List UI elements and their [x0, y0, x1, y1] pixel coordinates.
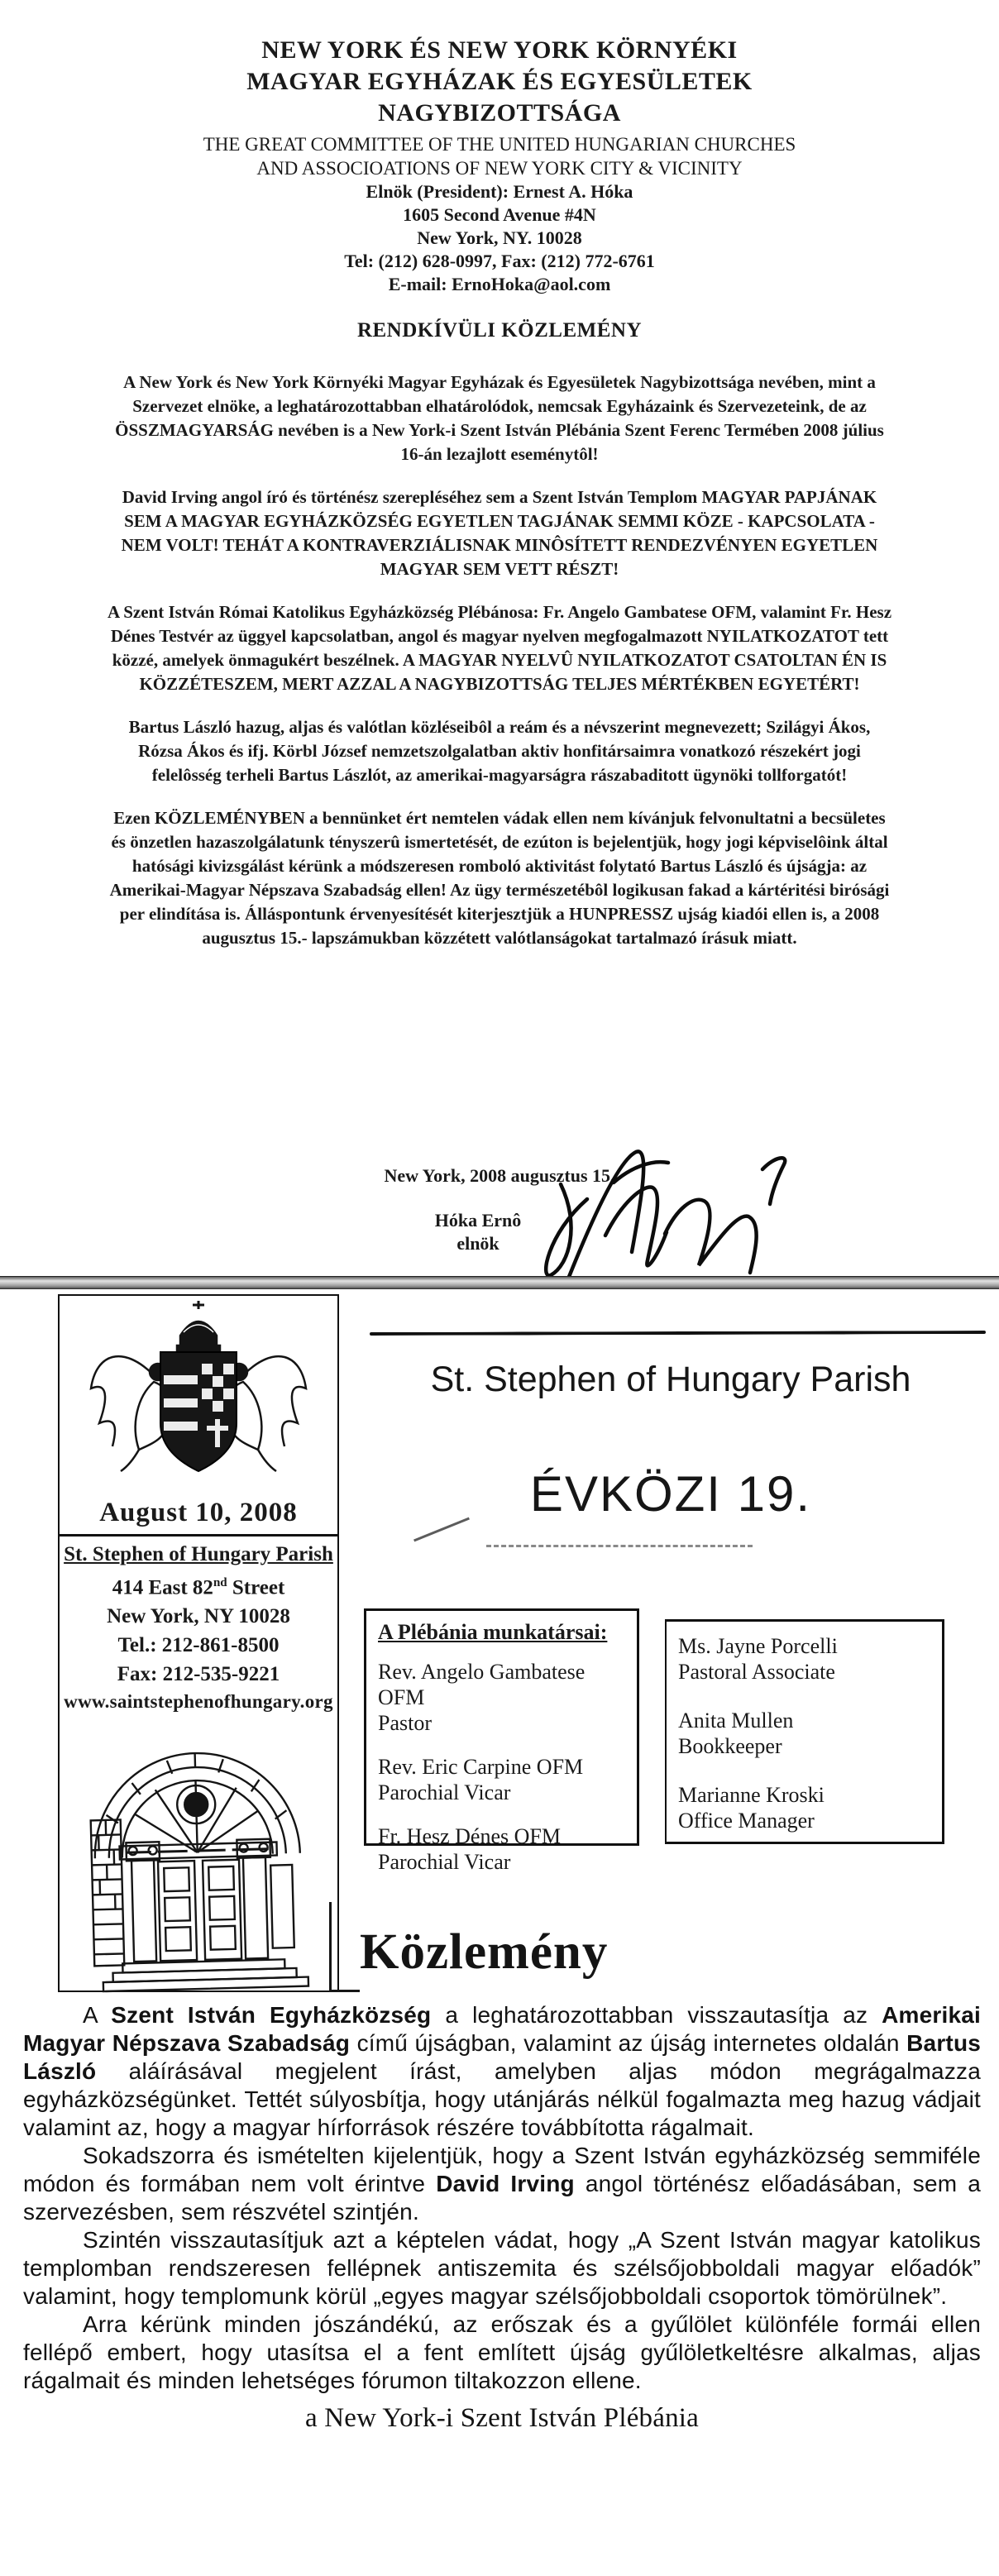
sidebar-address-street: 414 East 82nd Street [112, 1576, 285, 1599]
sidebar-website: www.saintstephenofhungary.org [64, 1691, 333, 1713]
sidebar-fax: Fax: 212-535-9221 [117, 1663, 280, 1686]
church-entrance-image [72, 1720, 325, 1995]
press-release-paragraph: Bartus László hazug, aljas és valótlan közléseibôl a reám és a névszerint megnevezett; Szilágyi Ákos, Rózsa Ákos és ifj. Körbl József nemzetszolgalatban aktiv honfitársaimra vonatkozó részekért jogi felelôsség terheli Bartus Lászlót, az amerikai-magyarságra rászabaditott ügynöki tollforgatót! [128, 717, 871, 785]
staff-role: Parochial Vicar [378, 1850, 511, 1874]
address-line-2: New York, NY. 10028 [417, 227, 582, 248]
bulletin-sidebar [58, 1294, 339, 1992]
press-release-header [0, 35, 999, 343]
org-name-english-line-1: THE GREAT COMMITTEE OF THE UNITED HUNGARIAN CHURCHES [203, 134, 796, 155]
staff-name: Ms. Jayne Porcelli [678, 1634, 838, 1658]
press-release-paragraph: Ezen KÖZLEMÉNYBEN a bennünket ért nemtelen vádak ellen nem kívánjuk felvonultatni a becsületes és önzetlen hazaszolgálatunk tényszerû ismertetését, de ezúton is bejelentjük, hogy jogi képviselôink által hatósági kivizsgálást kérünk a módszeresen romboló aktivitást folytató Bartus László és újságja: az Amerikai-Magyar Népszava Szabadság ellen! Az ügy természetébôl logikusan fakad a kártéritési birósági per elindítása is. Álláspontunk érvenyesítését kiterjesztjük a HUNPRESSZ ujság kiadói ellen is, a 2008 augusztus 15.- lapszámukban közzétett valótlanságokat tartalmazó írásuk miatt. [109, 808, 890, 948]
staff-name: Anita Mullen [678, 1709, 794, 1732]
announcement-body [23, 2001, 981, 2435]
signer-title: elnök [456, 1233, 500, 1254]
announcement-closing: a New York-i Szent István Plébánia [304, 2403, 700, 2433]
staff-entry [678, 1782, 942, 1833]
staff-name: Marianne Kroski [678, 1783, 825, 1807]
org-name-line-3: NAGYBIZOTTSÁGA [378, 99, 621, 127]
sidebar-phone: Tel.: 212-861-8500 [117, 1634, 280, 1657]
staff-role: Pastoral Associate [678, 1660, 835, 1684]
org-name-english-line-2: AND ASSOCIOATIONS OF NEW YORK CITY & VICINITY [256, 158, 743, 179]
signer-block [0, 1209, 977, 1255]
staff-name: Rev. Angelo Gambatese OFM [378, 1660, 586, 1709]
underline-dashes [486, 1530, 753, 1547]
staff-entry [378, 1823, 637, 1875]
staff-box-lay [665, 1619, 944, 1844]
phone-fax-line: Tel: (212) 628-0997, Fax: (212) 772-6761 [344, 251, 655, 271]
press-release-subject: RENDKÍVÜLI KÖZLEMÉNY [356, 319, 643, 342]
staff-role: Office Manager [678, 1809, 815, 1833]
handwritten-signature [490, 1135, 804, 1288]
sidebar-parish-name: St. Stephen of Hungary Parish [64, 1543, 333, 1565]
bulletin-parish-title: St. Stephen of Hungary Parish [430, 1360, 911, 1399]
press-release-paragraph: A New York és New York Környéki Magyar Egyházak és Egyesületek Nagybizottsága nevében, mint a Szervezet elnöke, a leghatározottabban elhatárolódok, nemcsak Egyházaink és Szervezeteink, de az ÖSSZMAGYARSÁG nevében is a New York-i Szent István Plébánia Szent Ferenc Termében 2008 július 16-án lezajlott eseménytôl! [115, 372, 884, 464]
announcement-paragraph: A Szent István Egyházközség a leghatározottabban visszautasítja az Amerikai Magyar Népszava Szabadság című újságban, valamint az újság internetes oldalán Bartus László aláírásával megjelent írást, amelyben aljas módon megrágalmazza egyházközségünket. Tettét súlyosbítja, hogy utánjárás nélkül fogalmazta meg hazug vádjait valamint az, hogy a magyar hírforrások részére továbbította rágalmait. [23, 2002, 982, 2140]
announcement-paragraph: Szintén visszautasítjuk azt a képtelen vádat, hogy „A Szent István magyar katolikus templomban rendszeresen fellépnek antiszemita és szélsőjobboldali magyar előadók” valamint, hogy templomunk körül „egyes magyar szélsőjobboldali csoportok tömörülnek”. [23, 2227, 981, 2309]
org-name-line-2: MAGYAR EGYHÁZAK ÉS EGYESÜLETEK [246, 68, 753, 95]
sidebar-box-corner [329, 1902, 360, 1992]
staff-name: Fr. Hesz Dénes OFM [378, 1824, 561, 1848]
staff-role: Parochial Vicar [378, 1780, 511, 1804]
bulletin-header-rule [370, 1331, 986, 1336]
address-line-1: 1605 Second Avenue #4N [403, 204, 596, 225]
bulletin-sunday-title: ÉVKÖZI 19. [529, 1466, 812, 1522]
staff-name: Rev. Eric Carpine OFM [378, 1755, 584, 1779]
press-release-paragraph: David Irving angol író és történész szerepléséhez sem a Szent István Templom MAGYAR PAPJÁNAK SEM A MAGYAR EGYHÁZKÖZSÉG EGYETLEN TAGJÁNAK SEMMI KÖZE - KAPCSOLATA - NEM VOLT! TEHÁT A KONTRAVERZIÁLISNAK MINÔSÍTETT RENDEZVÉNYEN EGYETLEN MAGYAR SEM VETT RÉSZT! [121, 487, 878, 579]
staff-entry [678, 1708, 942, 1759]
email-line: E-mail: ErnoHoka@aol.com [388, 274, 611, 294]
staff-heading: A Plébánia munkatársai: [378, 1620, 608, 1644]
staff-role: Bookkeeper [678, 1734, 782, 1758]
org-name-line-1: NEW YORK ÉS NEW YORK KÖRNYÉKI [261, 36, 738, 64]
president-line: Elnök (President): Ernest A. Hóka [366, 181, 633, 202]
staff-entry [378, 1754, 637, 1805]
hungarian-coat-of-arms-image [74, 1299, 323, 1496]
page-break-divider [0, 1276, 999, 1289]
announcement-heading: Közlemény [360, 1924, 609, 1980]
staff-box-clergy [364, 1608, 639, 1874]
bulletin-date: August 10, 2008 [99, 1498, 298, 1527]
staff-entry [678, 1633, 942, 1685]
announcement-paragraph: Sokadszorra és ismételten kijelentjük, hogy a Szent István egyházközség semmiféle módon és formában nem volt érintve David Irving angol történész előadásában, sem a szervezésben, sem részvétel szintjén. [23, 2143, 981, 2225]
signer-name: Hóka Ernô [434, 1210, 522, 1231]
press-release-body [106, 370, 893, 969]
press-release-paragraph: A Szent István Római Katolikus Egyházközség Plébánosa: Fr. Angelo Gambatese OFM, valamint Fr. Hesz Dénes Testvér az üggyel kapcsolatban, angol és magyar nyelven megfogalmazott NYILATKOZATOT tett közzé, amelyek önmagukért beszélnek. A MAGYAR NYELVÛ NYILATKOZATOT CSATOLTAN ÉN IS KÖZZÉTESZEM, MERT AZZAL A NAGYBIZOTTSÁG TELJES MÉRTÉKBEN EGYETÉRT! [107, 602, 892, 694]
sidebar-address-city: New York, NY 10028 [107, 1605, 290, 1628]
staff-role: Pastor [378, 1711, 432, 1735]
announcement-paragraph: Arra kérünk minden jószándékú, az erőszak és a gyűlölet különféle formái ellen fellépő embert, hogy utasítsa el a fent említett újság gyűlöletkeltésre alkalmas, aljas rágalmait és minden lehetséges fórumon tiltakozzon ellene. [23, 2311, 981, 2393]
sidebar-rule [60, 1534, 337, 1537]
staff-entry [378, 1659, 637, 1736]
dateline: New York, 2008 augusztus 15. [384, 1165, 615, 1186]
